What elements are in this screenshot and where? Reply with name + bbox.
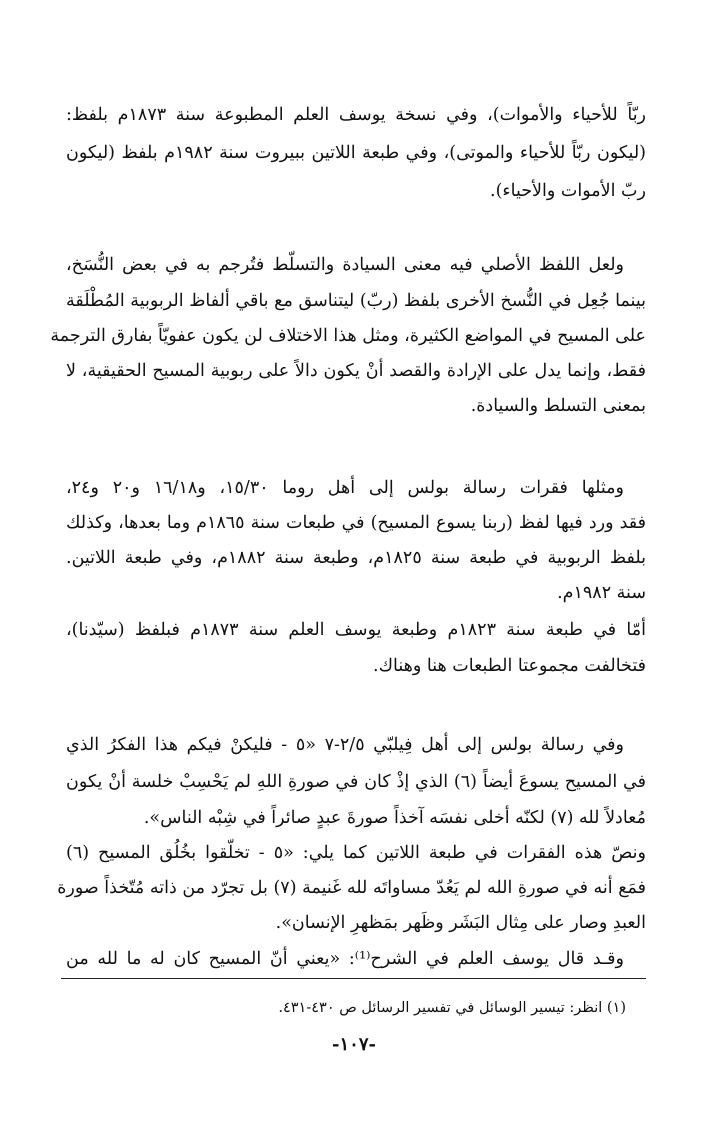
text-line: سنة ١٩٨٢م.: [557, 583, 646, 603]
text-line: (ليكون ربّاً للأحياء والموتى)، وفي طبعة اللاتين ببيروت سنة ١٩٨٢م بلفظ (ليكون: [66, 143, 646, 163]
text-line: بينما جُعِل في النُّسخ الأخرى بلفظ (ربّ) ليتناسق مع باقي ألفاظ الربوبية المُطْلَقة: [66, 291, 646, 311]
text-line: العبدِ وصار على مِثال البَشَر وظَهر بمَظهرِ الإنسان».: [275, 913, 646, 933]
text-line: ونصّ هذه الفقرات في طبعة اللاتين كما يلي: «٥ - تخلّقوا بخُلُق المسيح (٦): [66, 843, 646, 863]
text-line: فمَع أنه في صورةِ الله لم يَعُدّ مساواتَه لله غَنيمة (٧) بل تجرّد من ذاته مُتّخذاً صورة: [57, 878, 646, 898]
text-line: فتخالفت مجموعتا الطبعات هنا وهناك.: [373, 656, 646, 676]
page-number: -١٠٧-: [332, 1034, 376, 1055]
text-line: ولعل اللفظ الأصلي فيه معنى السيادة والتسلّط فتُرجم به في بعض النُّسَخ،: [66, 255, 624, 275]
text-line: في المسيح يسوعَ أيضاً (٦) الذي إذْ كان في صورةِ اللهِ لم يَحْسِبْ خلسة أنْ يكون: [66, 772, 646, 792]
text-line: أمّا في طبعة سنة ١٨٢٣م وطبعة يوسف العلم سنة ١٨٧٣م فبلفظ (سيّدنا)،: [66, 620, 646, 640]
text-line: مُعادلاً لله (٧) لكنّه أخلى نفسَه آخذاً صورةَ عبدٍ صائراً في شِبْه الناس».: [143, 808, 646, 828]
text-line: فقط، وإنما يدل على الإرادة والقصد أنْ يكون دالاً على ربوبية المسيح الحقيقية، لا: [66, 361, 646, 381]
footnote-separator: [61, 978, 646, 979]
text-line: بلفظ الربوبية في طبعة سنة ١٨٢٥م، وطبعة سنة ١٨٨٢م، وفي طبعة اللاتين.: [66, 548, 646, 568]
text-line: على المسيح في المواضع الكثيرة، ومثل هذا الاختلاف لن يكون عفويّاً بفارق الترجمة: [50, 326, 646, 346]
text-line: وفي رسالة بولس إلى أهل فِيلبّي ٢/٥-٧ «٥ - فليكنْ فيكم هذا الفكرُ الذي: [66, 735, 624, 755]
footnote: (١) انظر: تيسير الوسائل في تفسير الرسائل ص ٤٣٠-٤٣١.: [278, 1000, 626, 1016]
text-line: ربّ الأموات والأحياء).: [490, 181, 646, 201]
text-line: بمعنى التسلط والسيادة.: [470, 396, 646, 416]
text-line: ومثلها فقرات رسالة بولس إلى أهل روما ١٥/٣٠، و١٦/١٨ و٢٠ و٢٤،: [66, 478, 624, 498]
text-line: وقـد قال يوسف العلم في الشرح⁽¹⁾: «يعني أنّ المسيح كان له ما لله من: [66, 949, 624, 969]
text-line: فقد ورد فيها لفظ (ربنا يسوع المسيح) في طبعات سنة ١٨٦٥م وما بعدها، وكذلك: [66, 513, 647, 533]
text-line: ربّاً للأحياء والأموات)، وفي نسخة يوسف العلم المطبوعة سنة ١٨٧٣م بلفظ:: [66, 105, 647, 125]
